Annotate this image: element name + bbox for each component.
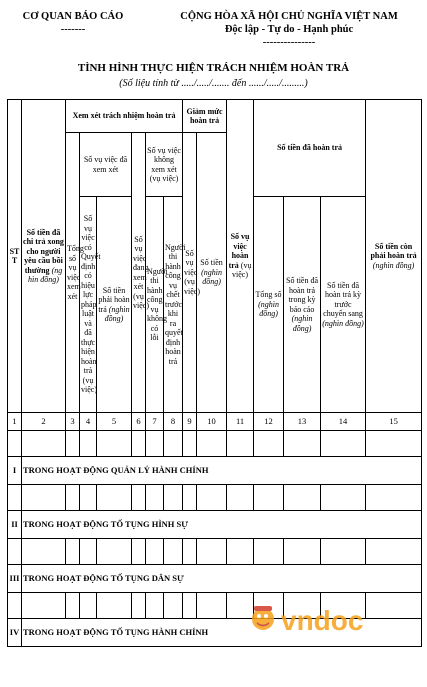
table-cell[interactable] xyxy=(227,485,254,511)
table-cell[interactable] xyxy=(164,539,183,565)
col-total-cases-reviewed: Tổng số vụ việc xem xét xyxy=(66,133,80,413)
table-cell[interactable] xyxy=(284,431,321,457)
table-cell[interactable] xyxy=(366,539,422,565)
col-number: 4 xyxy=(80,413,97,431)
nation-name: CỘNG HÒA XÃ HỘI CHỦ NGHĨA VIỆT NAM xyxy=(180,11,398,22)
table-cell[interactable] xyxy=(80,431,97,457)
motto: Độc lập - Tự do - Hạnh phúc xyxy=(224,24,354,35)
section-label: TRONG HOẠT ĐỘNG TỐ TỤNG HÀNH CHÍNH xyxy=(22,619,422,647)
table-cell[interactable] xyxy=(22,539,66,565)
table-cell[interactable] xyxy=(321,539,366,565)
col-number: 5 xyxy=(97,413,132,431)
table-cell[interactable] xyxy=(97,431,132,457)
table-cell[interactable] xyxy=(80,485,97,511)
section-number: IV xyxy=(8,619,22,647)
table-cell[interactable] xyxy=(183,485,197,511)
agency-rule: ------- xyxy=(60,24,86,35)
table-cell[interactable] xyxy=(132,431,146,457)
section-row xyxy=(8,511,422,539)
col-cases-reimbursed: Số vụ việc hoàn trả (vụ việc) xyxy=(227,100,254,413)
col-cases-under-review: Số vụ việc đang xem xét (vụ việc) xyxy=(132,133,146,413)
table-cell[interactable] xyxy=(254,431,284,457)
col-reduce-cases: Số vụ việc (vụ việc) xyxy=(183,133,197,413)
table-cell[interactable] xyxy=(8,431,22,457)
table-cell[interactable] xyxy=(22,431,66,457)
col-amount-to-reimburse: Số tiền phải hoàn trả (nghìn đồng) xyxy=(97,197,132,413)
table-cell[interactable] xyxy=(321,431,366,457)
table-cell[interactable] xyxy=(254,485,284,511)
section-label: TRONG HOẠT ĐỘNG TỐ TỤNG HÌNH SỰ xyxy=(22,511,422,539)
column-number-row xyxy=(8,413,422,431)
table-cell[interactable] xyxy=(197,431,227,457)
col-number: 12 xyxy=(254,413,284,431)
col-number: 11 xyxy=(227,413,254,431)
vndoc-watermark-logo xyxy=(245,597,385,643)
table-cell[interactable] xyxy=(146,593,164,619)
table-row xyxy=(8,485,422,511)
table-cell[interactable] xyxy=(22,593,66,619)
col-number: 8 xyxy=(164,413,183,431)
col-reduce-amount: Số tiền (nghìn đồng) xyxy=(197,133,227,413)
section-row xyxy=(8,565,422,593)
report-table xyxy=(7,99,422,647)
section-label: TRONG HOẠT ĐỘNG QUẢN LÝ HÀNH CHÍNH xyxy=(22,457,422,485)
table-cell[interactable] xyxy=(321,485,366,511)
col-stt: ST T xyxy=(8,100,22,413)
motto-rule: --------------- xyxy=(262,37,316,48)
table-cell[interactable] xyxy=(146,431,164,457)
table-cell[interactable] xyxy=(66,593,80,619)
sub-cases-reviewed: Số vụ việc đã xem xét xyxy=(80,133,132,197)
table-cell[interactable] xyxy=(8,593,22,619)
table-cell[interactable] xyxy=(183,431,197,457)
table-cell[interactable] xyxy=(8,485,22,511)
col-reimbursed-carried-over: Số tiền đã hoàn trả kỳ trước chuyển sang (nghìn đồng) xyxy=(321,197,366,413)
table-row xyxy=(8,431,422,457)
col-reimbursed-this-period: Số tiền đã hoàn trả trong kỳ báo cáo (nghìn đồng) xyxy=(284,197,321,413)
mascot-icon xyxy=(252,606,274,630)
group-amount-reimbursed: Số tiền đã hoàn trả xyxy=(254,100,366,197)
section-number: I xyxy=(8,457,22,485)
table-cell[interactable] xyxy=(164,593,183,619)
table-cell[interactable] xyxy=(66,485,80,511)
col-cases-with-decision: Số vụ việc có Quyết định có hiệu lực pháp luật và đã thực hiện hoàn trả (vụ việc) xyxy=(80,197,97,413)
table-cell[interactable] xyxy=(132,539,146,565)
col-number: 3 xyxy=(66,413,80,431)
col-total-reimbursed: Tổng số (nghìn đồng) xyxy=(254,197,284,413)
table-cell[interactable] xyxy=(80,539,97,565)
table-cell[interactable] xyxy=(66,431,80,457)
table-cell[interactable] xyxy=(197,593,227,619)
table-cell[interactable] xyxy=(66,539,80,565)
table-cell[interactable] xyxy=(80,593,97,619)
table-cell[interactable] xyxy=(284,485,321,511)
table-cell[interactable] xyxy=(284,539,321,565)
table-cell[interactable] xyxy=(146,539,164,565)
agency-header xyxy=(18,10,128,36)
nation-header xyxy=(158,10,420,49)
table-cell[interactable] xyxy=(8,539,22,565)
table-cell[interactable] xyxy=(132,593,146,619)
table-cell[interactable] xyxy=(227,431,254,457)
col-number: 7 xyxy=(146,413,164,431)
table-cell[interactable] xyxy=(254,539,284,565)
page-title: TÌNH HÌNH THỰC HIỆN TRÁCH NHIỆM HOÀN TRẢ xyxy=(77,62,350,74)
col-number: 1 xyxy=(8,413,22,431)
col-amount-paid-claimant: Số tiền đã chi trả xong cho người yêu cầu bồi thường (ng hìn đồng) xyxy=(22,100,66,413)
section-number: II xyxy=(8,511,22,539)
col-number: 6 xyxy=(132,413,146,431)
table-cell[interactable] xyxy=(146,485,164,511)
col-number: 13 xyxy=(284,413,321,431)
section-number: III xyxy=(8,565,22,593)
table-cell[interactable] xyxy=(97,485,132,511)
table-cell[interactable] xyxy=(97,539,132,565)
table-cell[interactable] xyxy=(164,431,183,457)
table-row xyxy=(8,539,422,565)
table-cell[interactable] xyxy=(366,485,422,511)
col-officer-not-at-fault: Người thi hành công vụ không có lỗi xyxy=(146,197,164,413)
page-subtitle: (Số liệu tính từ ...../...../....... đến ....../...../.........) xyxy=(119,78,308,89)
table-cell[interactable] xyxy=(183,593,197,619)
agency-name: CƠ QUAN BÁO CÁO xyxy=(22,11,124,22)
col-number: 10 xyxy=(197,413,227,431)
group-reduce-amount: Giảm mức hoàn trả xyxy=(183,100,227,133)
watermark-text: vndoc xyxy=(281,605,364,636)
sub-cases-not-reviewed: Số vụ việc không xem xét (vụ việc) xyxy=(146,133,183,197)
col-number: 2 xyxy=(22,413,66,431)
col-number: 9 xyxy=(183,413,197,431)
col-officer-deceased: Người thi hành công vụ chết trước khi ra quyết định hoàn trả xyxy=(164,197,183,413)
section-row xyxy=(8,457,422,485)
section-label: TRONG HOẠT ĐỘNG TỐ TỤNG DÂN SỰ xyxy=(22,565,422,593)
table-cell[interactable] xyxy=(197,485,227,511)
col-number: 14 xyxy=(321,413,366,431)
group-review-responsibility: Xem xét trách nhiệm hoàn trả xyxy=(66,100,183,133)
table-cell[interactable] xyxy=(97,593,132,619)
table-cell[interactable] xyxy=(183,539,197,565)
table-cell[interactable] xyxy=(227,539,254,565)
table-cell[interactable] xyxy=(164,485,183,511)
table-cell[interactable] xyxy=(132,485,146,511)
table-cell[interactable] xyxy=(22,485,66,511)
col-number: 15 xyxy=(366,413,422,431)
table-cell[interactable] xyxy=(197,539,227,565)
table-cell[interactable] xyxy=(366,431,422,457)
col-remaining-amount: Số tiền còn phải hoàn trả (nghìn đồng) xyxy=(366,100,422,413)
